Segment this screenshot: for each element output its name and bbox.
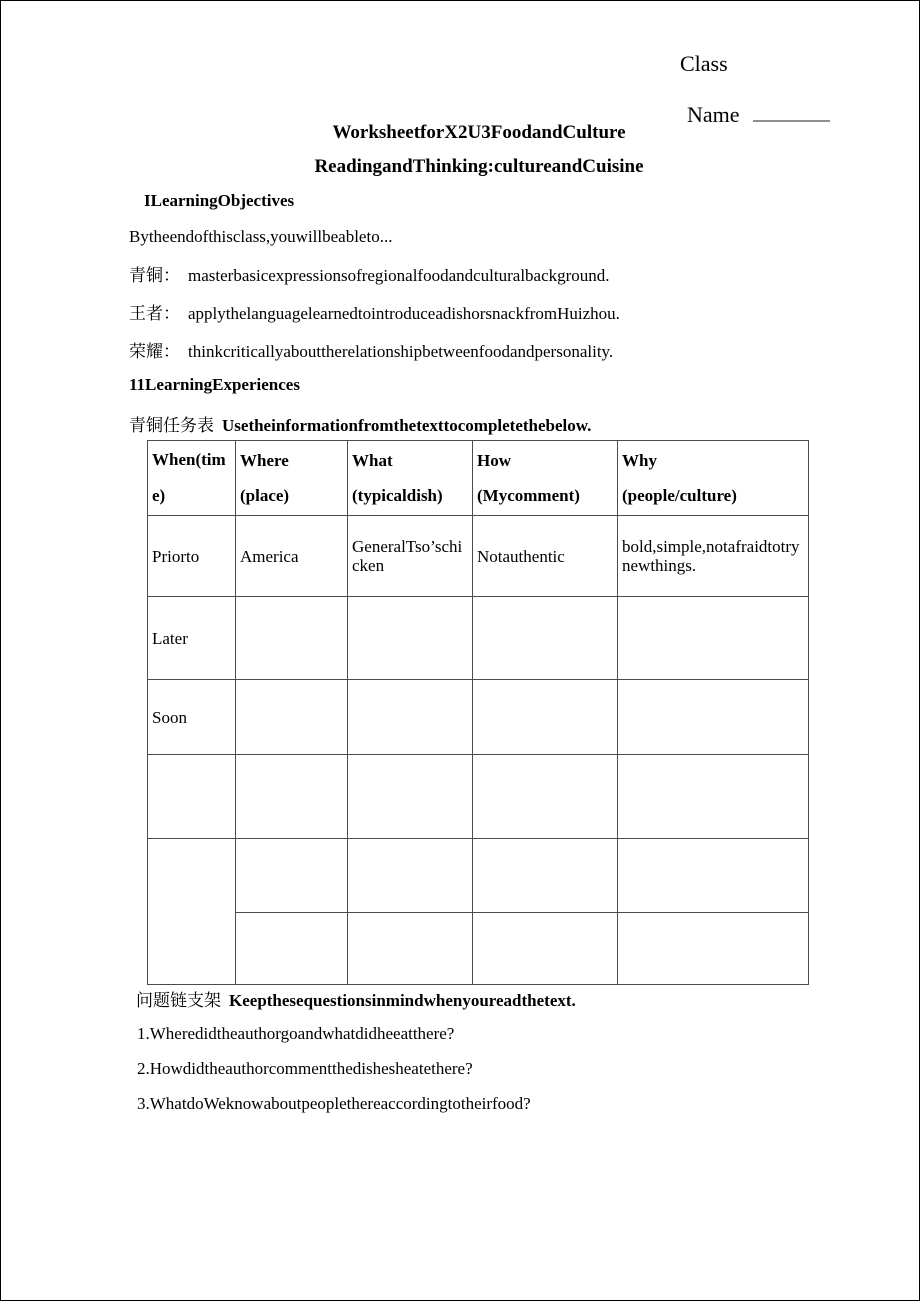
question-scaffold-line <box>136 986 576 1011</box>
question-2: 2.Howdidtheauthorcommentthedishesheatethere? <box>137 1059 473 1078</box>
objective-item-king <box>129 299 620 324</box>
cell-when-merged <box>148 839 236 985</box>
objective-level-label: 荣耀： <box>129 342 180 361</box>
name-blank-line <box>753 100 830 122</box>
cell-where <box>236 913 348 985</box>
cell-when: Later <box>148 597 236 680</box>
cell-why: bold,simple,notafraidtotrynewthings. <box>618 516 809 597</box>
objective-text: masterbasicexpressionsofregionalfoodandculturalbackground. <box>188 266 610 285</box>
page-subtitle: ReadingandThinking:cultureandCuisine <box>314 156 644 177</box>
table-row-later <box>148 597 809 680</box>
scaffold-instruction: Keepthesequestionsinmindwhenyoureadthetext. <box>229 991 576 1010</box>
cell-where <box>236 755 348 839</box>
cell-when: Priorto <box>148 516 236 597</box>
question-3: 3.WhatdoWeknowaboutpeoplethereaccordingtotheirfood? <box>137 1094 531 1113</box>
cell-where <box>236 597 348 680</box>
objectives-intro: Bytheendofthisclass,youwillbeableto... <box>129 227 393 246</box>
objective-level-label: 王者： <box>129 304 180 323</box>
cell-what <box>348 755 473 839</box>
cell-how: Notauthentic <box>473 516 618 597</box>
page-title: WorksheetforX2U3FoodandCulture <box>332 122 626 143</box>
cell-how <box>473 913 618 985</box>
cell-where <box>236 839 348 913</box>
task-instruction: Usetheinformationfromthetexttocompletethebelow. <box>222 416 592 435</box>
name-label: Name <box>687 102 740 127</box>
cell-where <box>236 680 348 755</box>
objective-item-glory <box>129 337 613 362</box>
table-row-empty <box>148 755 809 839</box>
col-header-how: How (Mycomment) <box>473 441 618 516</box>
cell-how <box>473 755 618 839</box>
scaffold-label: 问题链支架 <box>136 991 221 1010</box>
cell-where: America <box>236 516 348 597</box>
objective-text: applythelanguagelearnedtointroduceadishorsnackfromHuizhou. <box>188 304 620 323</box>
col-header-what: What (typicaldish) <box>348 441 473 516</box>
objective-level-label: 青铜： <box>129 266 180 285</box>
cell-what <box>348 913 473 985</box>
table-row-empty <box>148 913 809 985</box>
cell-when: Soon <box>148 680 236 755</box>
table-row-prior <box>148 516 809 597</box>
cell-how <box>473 839 618 913</box>
learning-objectives-heading: ILearningObjectives <box>144 191 295 210</box>
cell-when <box>148 755 236 839</box>
learning-experiences-heading: 11LearningExperiences <box>129 375 300 394</box>
cell-what: GeneralTso’schicken <box>348 516 473 597</box>
class-label: Class <box>680 51 728 76</box>
cell-what <box>348 597 473 680</box>
reading-task-table <box>147 440 809 985</box>
cell-what <box>348 839 473 913</box>
cell-why <box>618 597 809 680</box>
task-label: 青铜任务表 <box>129 416 214 435</box>
table-header-row <box>148 441 809 516</box>
col-header-when: When(tim e) <box>148 441 236 516</box>
cell-how <box>473 680 618 755</box>
cell-why <box>618 755 809 839</box>
objective-item-bronze <box>129 261 610 286</box>
table-row-empty <box>148 839 809 913</box>
question-1: 1.Wheredidtheauthorgoandwhatdidheeatthere? <box>137 1024 455 1043</box>
cell-how <box>473 597 618 680</box>
bronze-task-line <box>129 411 591 436</box>
col-header-why: Why (people/culture) <box>618 441 809 516</box>
cell-why <box>618 680 809 755</box>
col-header-where: Where (place) <box>236 441 348 516</box>
table-row-soon <box>148 680 809 755</box>
objective-text: thinkcriticallyabouttherelationshipbetweenfoodandpersonality. <box>188 342 614 361</box>
cell-why <box>618 839 809 913</box>
cell-what <box>348 680 473 755</box>
cell-why <box>618 913 809 985</box>
